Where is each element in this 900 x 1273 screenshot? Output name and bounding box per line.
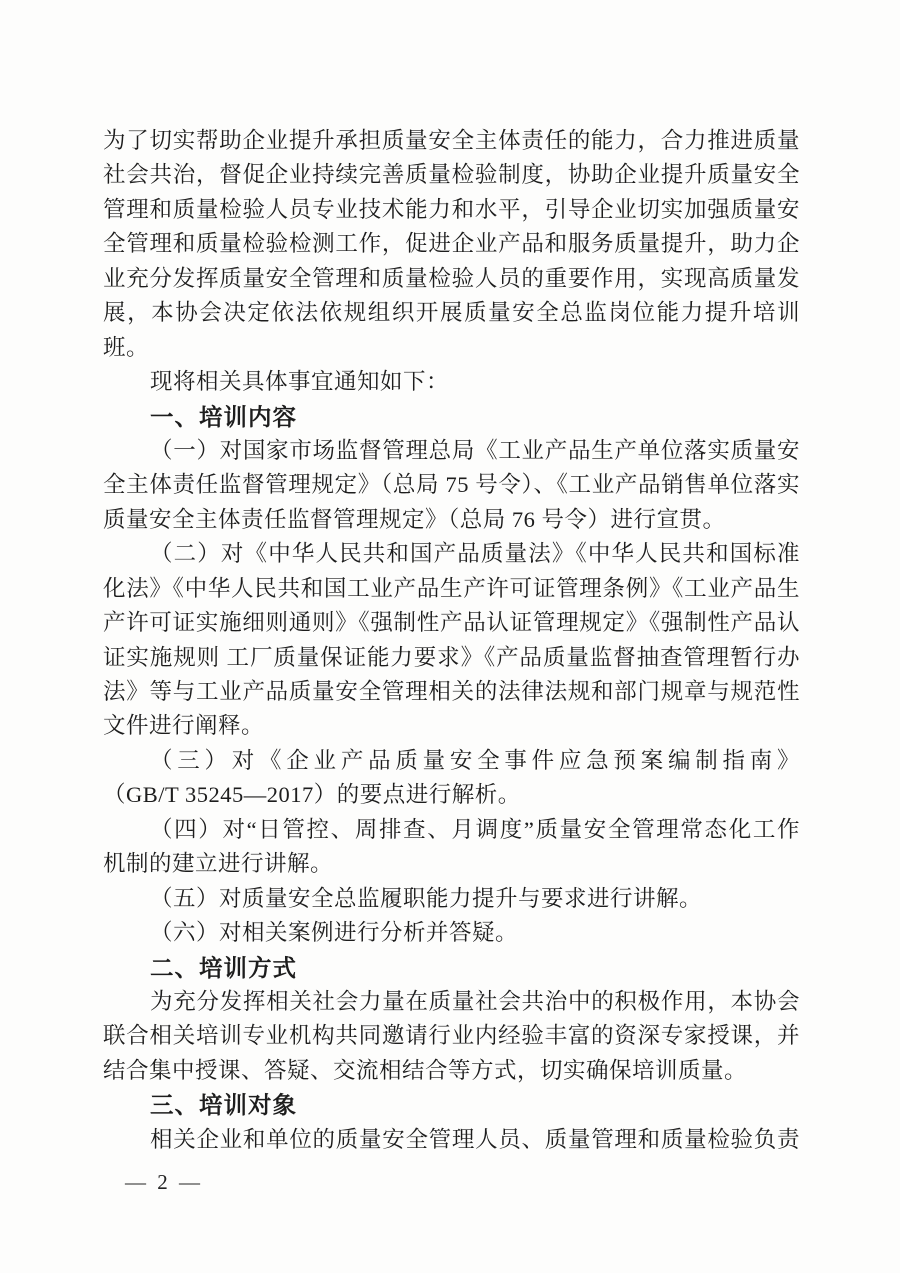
text-line: （二）对《中华人民共和国产品质量法》《中华人民共和国标准: [150, 541, 800, 567]
text-line: 全主体责任监督管理规定》（总局 75 号令）、《工业产品销售单位落实: [103, 472, 800, 498]
text-line: 产许可证实施细则通则》《强制性产品认证管理规定》《强制性产品认: [103, 610, 800, 636]
text-line: （五）对质量安全总监履职能力提升与要求进行讲解。: [150, 885, 703, 911]
document-body: [103, 124, 800, 1157]
text-line: 展，本协会决定依法依规组织开展质量安全总监岗位能力提升培训: [103, 300, 800, 326]
text-line: （三）对《企业产品质量安全事件应急预案编制指南》: [150, 747, 800, 773]
section-heading: 一、培训内容: [150, 403, 297, 430]
text-line: 全管理和质量检验检测工作，促进企业产品和服务质量提升，助力企: [103, 231, 800, 257]
text-line: 证实施规则 工厂质量保证能力要求》《产品质量监督抽查管理暂行办: [103, 644, 800, 670]
text-line: 为了切实帮助企业提升承担质量安全主体责任的能力，合力推进质量: [103, 128, 800, 153]
page-number: — 2 —: [125, 1170, 203, 1194]
text-line: （GB/T 35245—2017）的要点进行解析。: [103, 782, 521, 808]
text-line: 联合相关培训专业机构共同邀请行业内经验丰富的资深专家授课，并: [103, 1023, 800, 1049]
text-line: 质量安全主体责任监督管理规定》（总局 76 号令）进行宣贯。: [103, 506, 726, 532]
text-line: 管理和质量检验人员专业技术能力和水平，引导企业切实加强质量安: [103, 196, 800, 222]
section-heading: 三、培训对象: [150, 1092, 297, 1119]
text-line: （四）对“日管控、周排查、月调度”质量安全管理常态化工作: [150, 816, 800, 842]
section-heading: 二、培训方式: [150, 954, 297, 981]
text-line: 社会共治，督促企业持续完善质量检验制度，协助企业提升质量安全: [103, 162, 800, 188]
text-line: 文件进行阐释。: [103, 713, 265, 739]
text-line: 机制的建立进行讲解。: [103, 851, 334, 877]
text-line: 结合集中授课、答疑、交流相结合等方式，切实确保培训质量。: [103, 1057, 748, 1083]
text-line: （六）对相关案例进行分析并答疑。: [150, 920, 519, 946]
text-line: 相关企业和单位的质量安全管理人员、质量管理和质量检验负责: [150, 1126, 800, 1152]
text-line: 为充分发挥相关社会力量在质量社会共治中的积极作用，本协会: [150, 988, 800, 1014]
text-line: 现将相关具体事宜通知如下：: [150, 369, 450, 395]
text-line: 法》等与工业产品质量安全管理相关的法律法规和部门规章与规范性: [103, 679, 800, 704]
text-line: 业充分发挥质量安全管理和质量检验人员的重要作用，实现高质量发: [103, 265, 800, 291]
text-line: 班。: [103, 334, 150, 360]
text-line: （一）对国家市场监督管理总局《工业产品生产单位落实质量安: [150, 437, 800, 463]
text-line: 化法》《中华人民共和国工业产品生产许可证管理条例》《工业产品生: [103, 575, 800, 601]
